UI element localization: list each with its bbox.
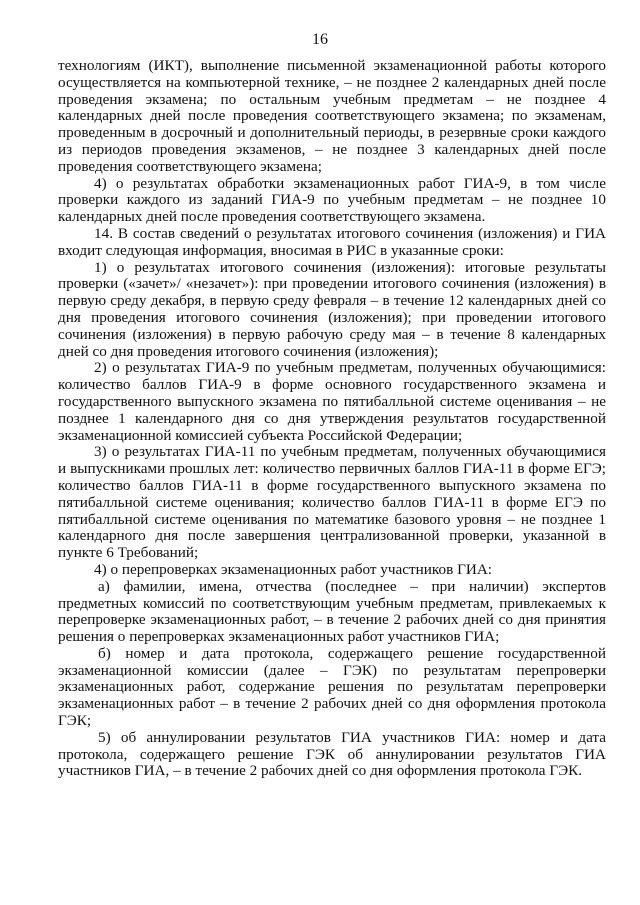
paragraph-item-4: 4) о результатах обработки экзаменационных работ ГИА-9, в том числе проверки каждого из заданий ГИА-9 по учебным предметам – не позднее 10 календарных дней после проведения соответствующего экзамена. — [58, 174, 606, 226]
paragraph-item-5: 5) об аннулировании результатов ГИА участников ГИА: номер и дата протокола, содержащего решение ГЭК об аннулировании результатов ГИА участников ГИА, – в течение 2 рабочих дней со дня оформления протокола ГЭК. — [58, 728, 606, 780]
paragraph-section-14: 14. В состав сведений о результатах итогового сочинения (изложения) и ГИА входит следующая информация, вносимая в РИС в указанные сроки: — [58, 224, 606, 259]
page-number: 16 — [312, 31, 328, 48]
paragraph-item-3: 3) о результатах ГИА-11 по учебным предметам, полученных обучающимися и выпускниками прошлых лет: количество первичных баллов ГИА-11 в форме ЕГЭ; количество баллов ГИА-11 в форме государственного выпускного экзамена по пятибалльной системе оценивания; количество баллов ГИА-11 в форме ЕГЭ по пятибалльной системе оценивания по математике базового уровня – не позднее 1 календарного дня после завершения централизованной проверки, указанной в пункте 6 Требований; — [58, 443, 606, 562]
paragraph-item-2: 2) о результатах ГИА-9 по учебным предметам, полученных обучающимися: количество баллов ГИА-9 в форме основного государственного экзамена и государственного выпускного экзамена по пятибалльной системе оценивания – не позднее 1 календарного дня со дня утверждения результатов государственной экзаменационной комиссией субъекта Российской Федерации; — [58, 359, 606, 444]
document-body — [58, 58, 606, 780]
paragraph-item-4-rechecks: 4) о перепроверках экзаменационных работ участников ГИА: — [94, 560, 493, 578]
paragraph-item-1: 1) о результатах итогового сочинения (изложения): итоговые результаты проверки («зачет»/ «незачет»): при проведении итогового сочинения (изложения) в первую среду декабря, в первую среду февраля – в течение 12 календарных дней со дня проведения итогового сочинения (изложения); при проведении итогового сочинения (изложения) в первую рабочую среду мая – в течение 8 календарных дней со дня проведения итогового сочинения (изложения); — [58, 258, 606, 360]
paragraph-subitem-a: а) фамилии, имена, отчества (последнее – при наличии) экспертов предметных комиссий по соответствующим учебным предметам, привлекаемых к перепроверке экзаменационных работ, – в течение 2 рабочих дней со дня принятия решения о перепроверках экзаменационных работ участников ГИА; — [58, 577, 606, 646]
paragraph-continuation: технологиям (ИКТ), выполнение письменной экзаменационной работы которого осуществляется на компьютерной технике, – не позднее 2 календарных дней после проведения экзамена; по остальным учебным предметам – не позднее 4 календарных дней после проведения соответствующего экзамена; по экзаменам, проведенным в досрочный и дополнительный периоды, в резервные сроки каждого из периодов проведения экзаменов, – не позднее 3 календарных дней после проведения соответствующего экзамена; — [58, 57, 606, 175]
paragraph-subitem-b: б) номер и дата протокола, содержащего решение государственной экзаменационной комиссии (далее – ГЭК) по результатам перепроверки экзаменационных работ, содержание решения по результатам перепроверки экзаменационных работ – в течение 2 рабочих дней со дня оформления протокола ГЭК; — [58, 644, 606, 730]
